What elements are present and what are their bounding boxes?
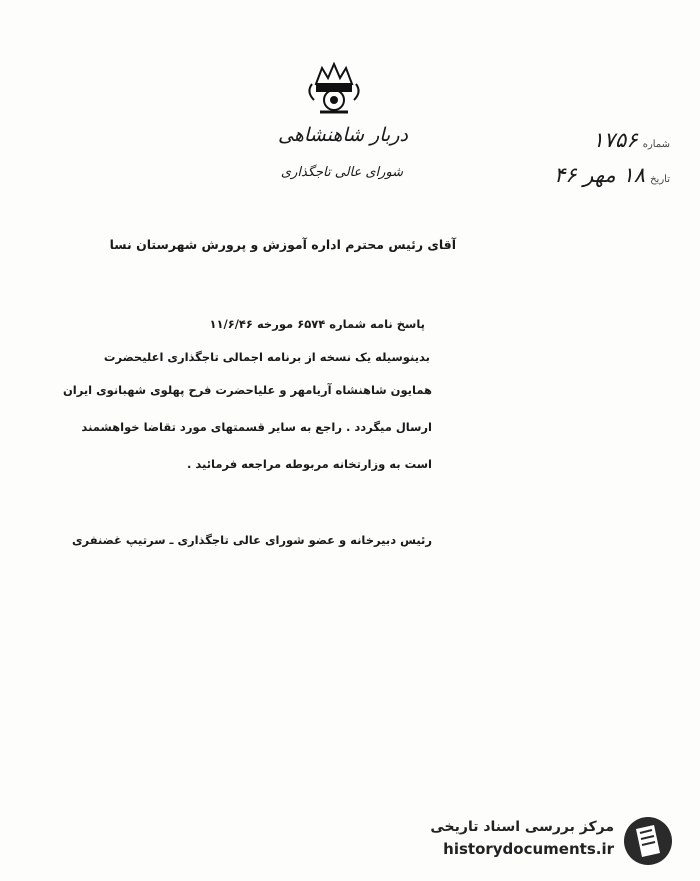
archive-url: historydocuments.ir [443,840,614,858]
document-center-logo-icon [622,815,674,867]
body-line-2: همایون شاهنشاه آریامهر و علیاحضرت فرح پهلوی شهبانوی ایران [62,383,432,397]
body-line-1: بدینوسیله یک نسخه از برنامه اجمالی تاجگذاری اعلیحضرت [103,350,430,364]
body-line-3: ارسال میگردد . راجع به سایر قسمتهای مورد تقاضا خواهشمند [81,420,432,434]
date-label: تاریخ [650,174,670,185]
number-label: شماره [642,139,670,150]
council-title: شورای عالی تاجگذاری [280,165,404,180]
crown-emblem-icon [304,62,364,118]
letter-number [530,128,670,152]
date-value: ۱۸ مهر ۴۶ [554,163,645,187]
number-value: ۱۷۵۶ [592,128,638,152]
addressee-line: آقای رئیس محترم اداره آموزش و پرورش شهرستان نسا [109,237,456,252]
letter-date [514,163,670,187]
watermark-footer [412,815,682,867]
body-line-4: است به وزارتخانه مربوطه مراجعه فرمائید . [186,457,432,471]
court-title: دربار شاهنشاهی [278,124,408,146]
archive-title: مرکز بررسی اسناد تاریخی [430,819,614,835]
reference-line: پاسخ نامه شماره ۶۵۷۴ مورخه ۱۱/۶/۴۶ [209,317,425,331]
signature-line: رئیس دبیرخانه و عضو شورای عالی تاجگذاری ـ سرتیپ غضنفری [72,533,432,547]
